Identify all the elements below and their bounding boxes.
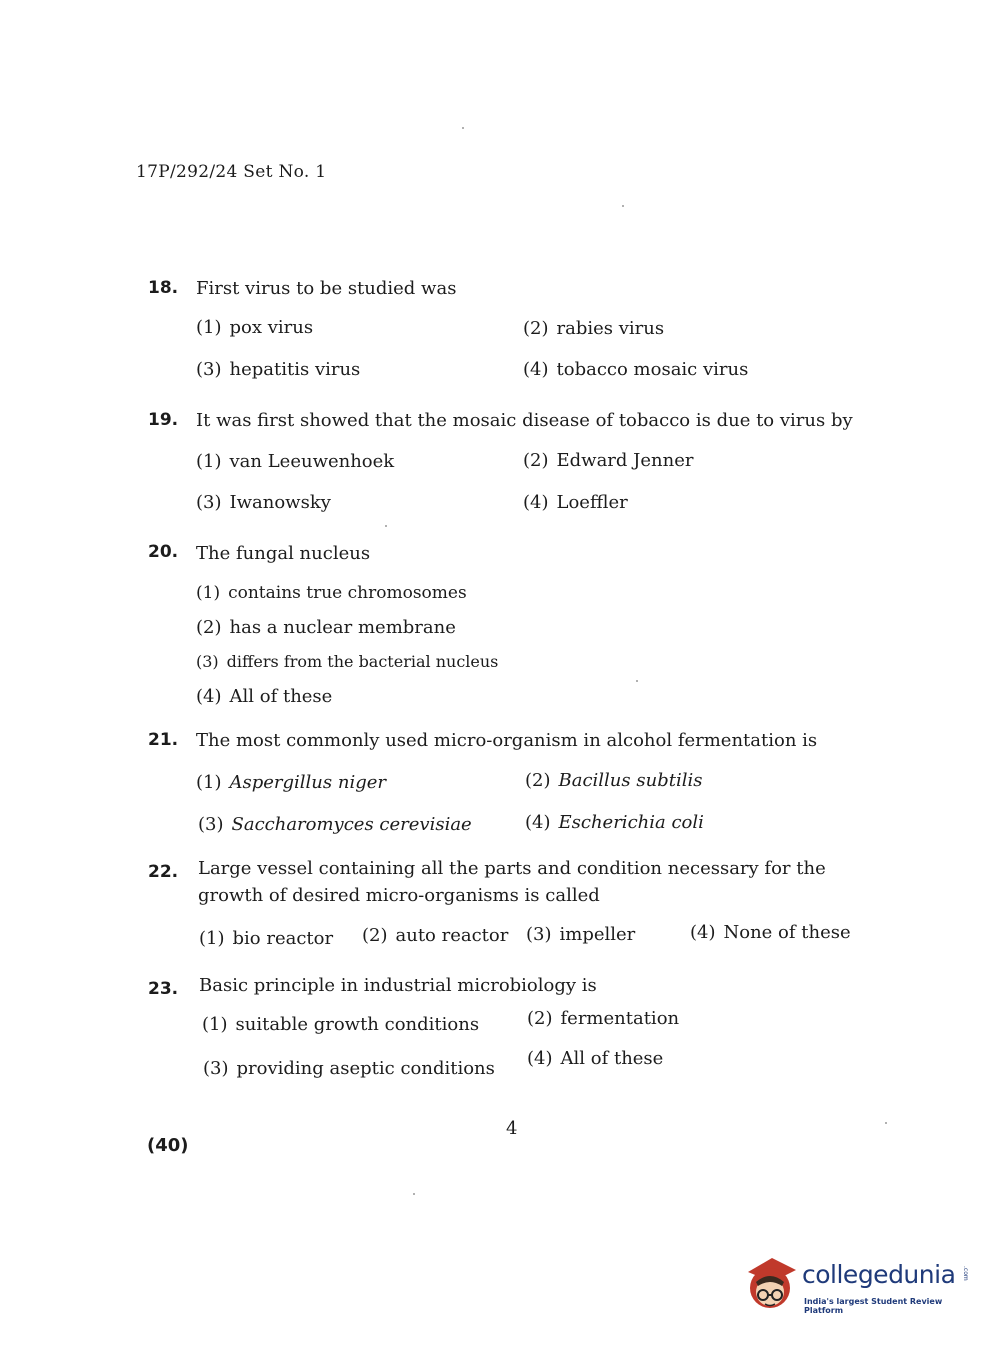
option-4: (4) tobacco mosaic virus: [523, 359, 749, 380]
option-1: (1) bio reactor: [199, 928, 334, 949]
brand-suffix: .com: [962, 1266, 969, 1281]
question-text: Large vessel containing all the parts and condition necessary for the growth of desired micro-organisms is called: [198, 858, 826, 906]
question-text: The fungal nucleus: [196, 543, 371, 564]
question-text: It was first showed that the mosaic disease of tobacco is due to virus by: [196, 410, 853, 431]
question-number: 19.: [148, 410, 179, 430]
question-text: The most commonly used micro-organism in alcohol fermentation is: [196, 730, 818, 751]
option-3: (3) impeller: [526, 924, 636, 945]
option-1: (1) Aspergillus niger: [196, 772, 386, 793]
option-4: (4) All of these: [527, 1048, 664, 1069]
option-3: (3) Saccharomyces cerevisiae: [198, 814, 472, 835]
question-number: 18.: [148, 278, 179, 298]
scan-speck: [462, 127, 464, 129]
collegedunia-logo: [744, 1252, 974, 1316]
option-1: (1) pox virus: [196, 317, 314, 338]
page-code: (40): [147, 1135, 189, 1156]
option-4: (4) All of these: [196, 686, 333, 707]
option-3: (3) providing aseptic conditions: [203, 1058, 495, 1079]
mascot-icon: [744, 1252, 800, 1314]
option-4: (4) Loeffler: [523, 492, 628, 513]
option-1: (1) contains true chromosomes: [196, 583, 467, 603]
option-2: (2) Bacillus subtilis: [525, 770, 703, 791]
question-number: 22.: [148, 862, 179, 882]
question-text: First virus to be studied was: [196, 278, 457, 299]
option-2: (2) fermentation: [527, 1008, 680, 1029]
question-number: 21.: [148, 730, 179, 750]
option-3: (3) hepatitis virus: [196, 359, 361, 380]
scan-speck: [413, 1193, 415, 1195]
option-1: (1) van Leeuwenhoek: [196, 451, 395, 472]
option-1: (1) suitable growth conditions: [202, 1014, 480, 1035]
brand-tagline: India's largest Student Review Platform: [804, 1297, 943, 1315]
option-4: (4) Escherichia coli: [525, 812, 704, 833]
option-3: (3) Iwanowsky: [196, 492, 331, 513]
set-code: 17P/292/24 Set No. 1: [136, 162, 327, 182]
scan-speck: [622, 205, 624, 207]
question-number: 23.: [148, 979, 179, 999]
brand-name: collegedunia: [802, 1260, 956, 1289]
scan-speck: [385, 525, 387, 527]
question-number: 20.: [148, 542, 179, 562]
option-2: (2) rabies virus: [523, 318, 665, 339]
option-4: (4) None of these: [690, 922, 851, 943]
option-2: (2) auto reactor: [362, 925, 509, 946]
option-2: (2) Edward Jenner: [523, 450, 694, 471]
page-number: 4: [506, 1118, 518, 1139]
scan-speck: [885, 1122, 887, 1124]
option-2: (2) has a nuclear membrane: [196, 617, 456, 638]
scan-speck: [636, 680, 638, 682]
question-text: Basic principle in industrial microbiology is: [199, 975, 597, 996]
option-3: (3) differs from the bacterial nucleus: [196, 652, 499, 671]
